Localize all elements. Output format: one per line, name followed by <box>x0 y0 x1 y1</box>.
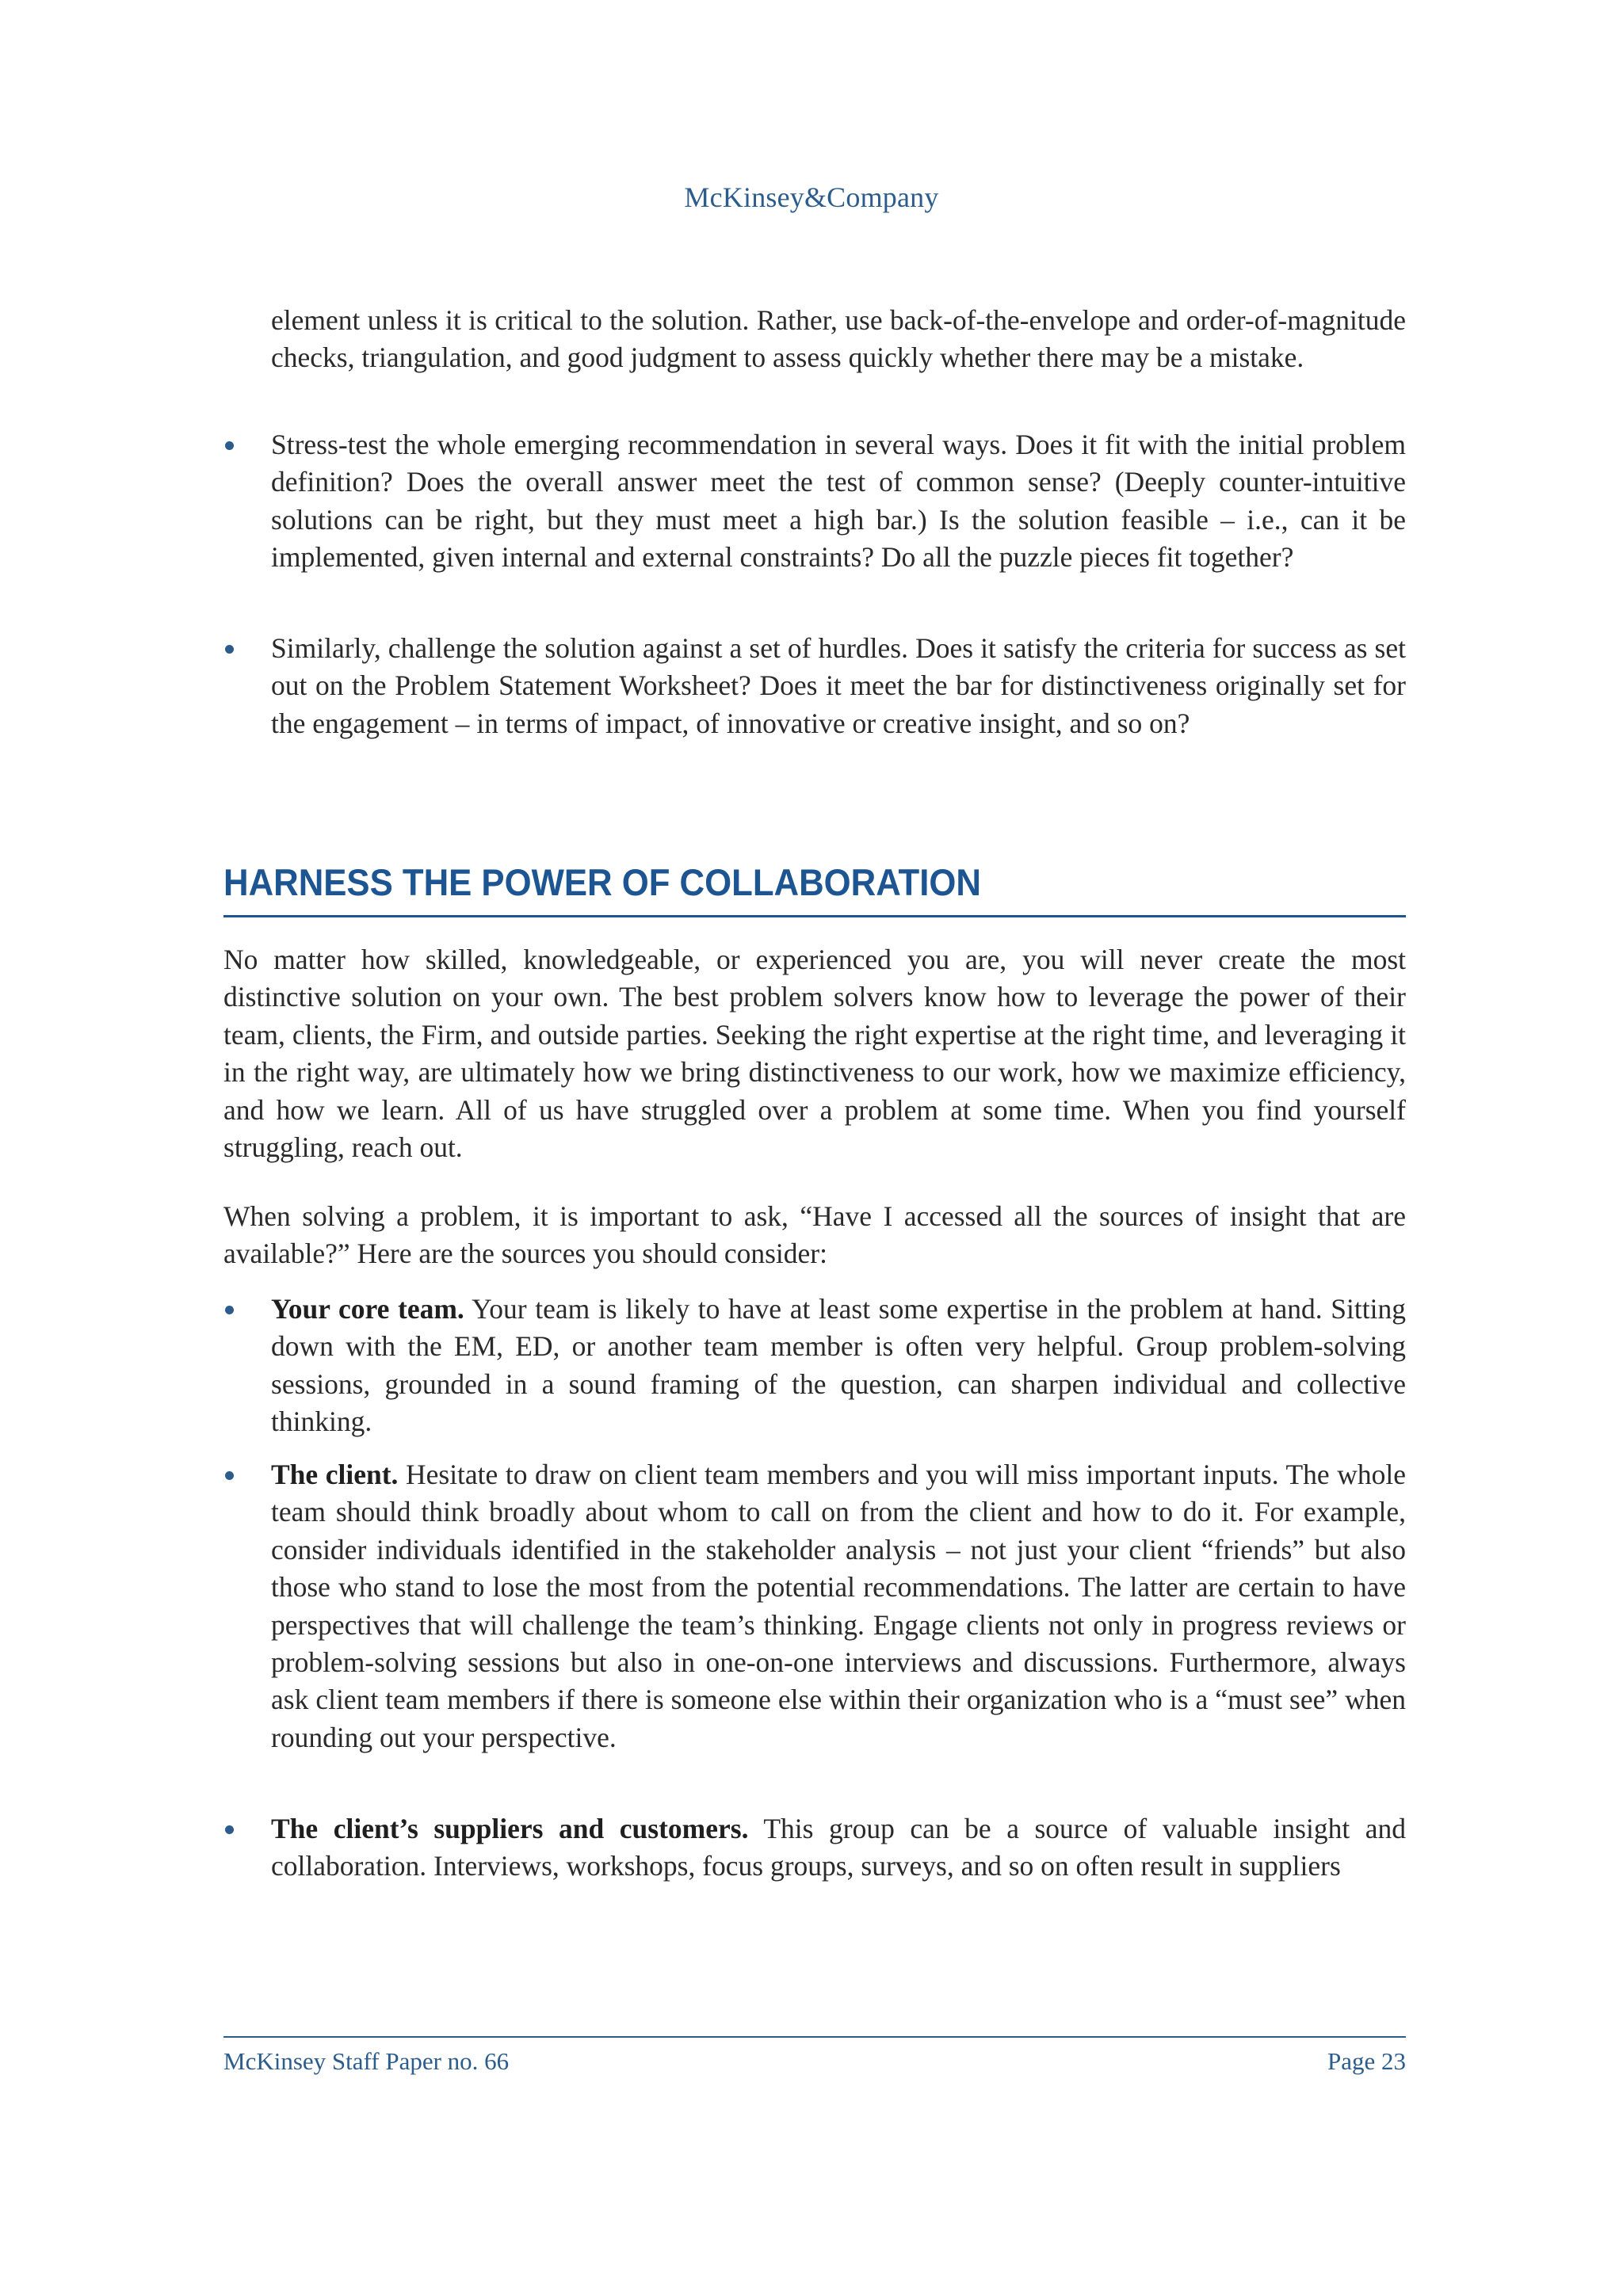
source-lead: Your core team. <box>271 1293 464 1325</box>
source-text: This group can be a source of valuable insight and collaboration. Interviews, workshops, focus groups, surveys, and so on often result in suppliers <box>271 1813 1406 1882</box>
source-text: Your team is likely to have at least some expertise in the problem at hand. Sitting down with the EM, ED, or another team member is often very helpful. Group problem-solving sessions, grounded in a sound framing of the question, can sharpen individual and collective thinking. <box>271 1293 1407 1438</box>
bullet-dot <box>222 1468 238 1484</box>
bullet-dot <box>222 642 238 658</box>
section-heading-rule <box>223 915 1406 917</box>
footer-page-number: Page 23 <box>1327 2047 1406 2075</box>
bullet-dot <box>222 438 238 454</box>
collaboration-intro-paragraph: No matter how skilled, knowledgeable, or experienced you are, you will never create the most distinctive solution on your own. The best problem solvers know how to leverage the power of their team, clients, the Firm, and outside parties. Seeking the right expertise at the right time, and leveraging it in the right way, are ultimately how we bring distinctiveness to our work, how we maximize efficiency, and how we learn. All of us have struggled over a problem at some time. When you find yourself struggling, reach out. <box>223 944 1406 1164</box>
source-lead: The client’s suppliers and customers. <box>271 1813 749 1844</box>
source-item-suppliers-customers <box>271 1810 1406 1886</box>
stress-test-bullet: Stress-test the whole emerging recommendation in several ways. Does it fit with the initial problem definition? Does the overall answer meet the test of common sense? (Deeply counter-intuitive solutions can be right, but they must meet a high bar.) Is the solution feasible – i.e., can it be implemented, given internal and external constraints? Do all the puzzle pieces fit together? <box>271 429 1406 574</box>
bullet-dot <box>222 1822 238 1838</box>
source-item-core-team <box>271 1291 1406 1441</box>
page-header-brand: McKinsey&Company <box>684 181 939 213</box>
source-text: Hesitate to draw on client team members and you will miss important inputs. The whole team should think broadly about whom to call on from the client and how to do it. For example, consider individuals identified in the stakeholder analysis – not just your client “friends” but also those who stand to lose the most from the potential recommendations. The latter are certain to have perspectives that will challenge the team’s thinking. Engage clients not only in progress reviews or problem-solving sessions but also in one-on-one interviews and discussions. Furthermore, always ask client team members if there is someone else within their organization who is a “must see” when rounding out your perspective. <box>271 1459 1407 1753</box>
footer-rule <box>223 2036 1406 2038</box>
bullet-dot <box>222 1302 238 1318</box>
footer-publication: McKinsey Staff Paper no. 66 <box>223 2047 510 2075</box>
source-item-client <box>271 1456 1406 1756</box>
continuation-paragraph: element unless it is critical to the solution. Rather, use back-of-the-envelope and order-of-magnitude checks, triangulation, and good judgment to assess quickly whether there may be a mistake. <box>271 304 1406 374</box>
section-heading: HARNESS THE POWER OF COLLABORATION <box>223 861 981 903</box>
hurdles-bullet: Similarly, challenge the solution against a set of hurdles. Does it satisfy the criteria for success as set out on the Problem Statement Worksheet? Does it meet the bar for distinctiveness originally set for the engagement – in terms of impact, of innovative or creative insight, and so on? <box>271 632 1406 739</box>
sources-intro-paragraph: When solving a problem, it is important to ask, “Have I accessed all the sources of insight that are available?” Here are the sources you should consider: <box>223 1200 1406 1270</box>
source-lead: The client. <box>271 1459 399 1490</box>
